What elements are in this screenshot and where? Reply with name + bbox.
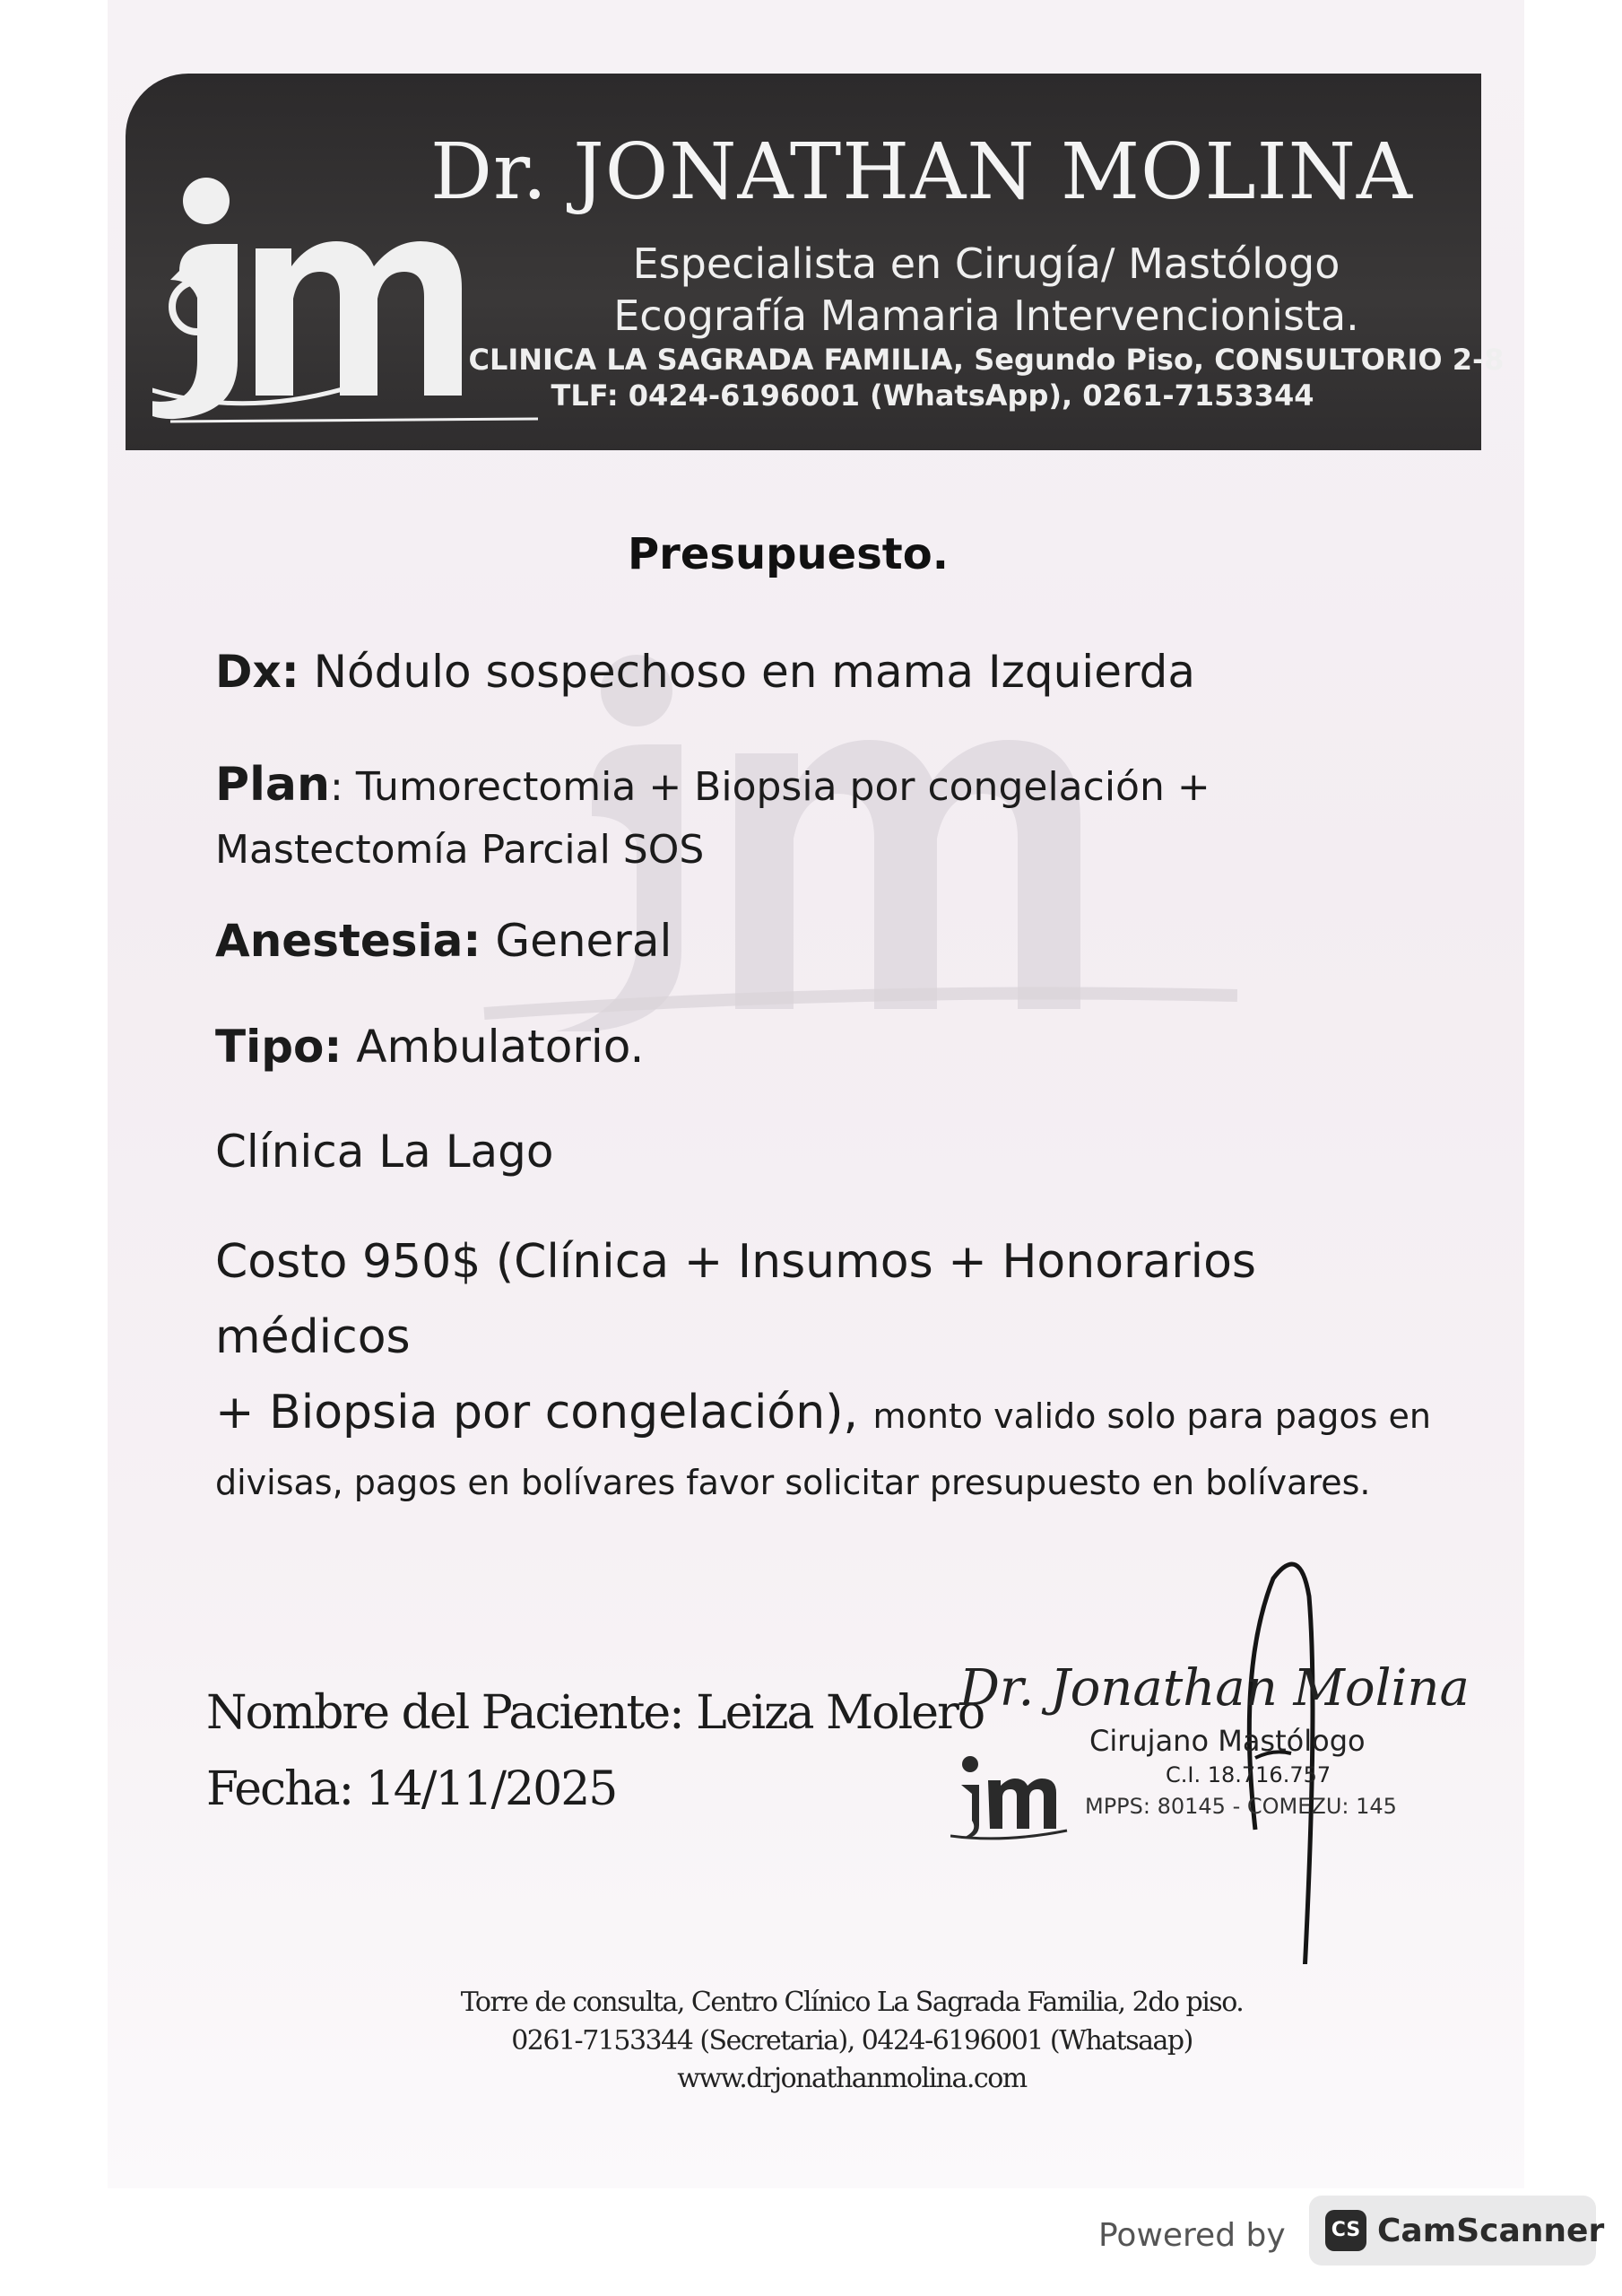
dx-value: Nódulo sospechoso en mama Izquierda xyxy=(313,646,1196,698)
camscanner-icon: CS xyxy=(1325,2210,1366,2251)
powered-by-text: Powered by xyxy=(1098,2217,1286,2254)
plan-value: : Tumorectomia + Biopsia por congelación + Mastectomía Parcial SOS xyxy=(215,764,1210,873)
diagnosis-row xyxy=(215,646,1195,698)
document-date: Fecha: 14/11/2025 xyxy=(206,1762,617,1816)
specialty: Especialista en Cirugía/ Mastólogo xyxy=(632,239,1340,288)
stamp-registry: MPPS: 80145 - COMEZU: 145 xyxy=(1085,1794,1397,1819)
footer-address: Torre de consulta, Centro Clínico La Sagrada Familia, 2do piso. xyxy=(460,1987,1244,2018)
dx-label: Dx: xyxy=(215,646,299,698)
type-value: Ambulatorio. xyxy=(356,1021,645,1073)
document-title: Presupuesto. xyxy=(628,529,949,579)
cost-block xyxy=(215,1224,1462,1511)
patient-name: Nombre del Paciente: Leiza Molero xyxy=(206,1686,984,1740)
subspecialty: Ecografía Mamaria Intervencionista. xyxy=(613,291,1359,340)
anesthesia-label: Anestesia: xyxy=(215,915,481,967)
doctor-name: Dr. JONATHAN MOLINA xyxy=(430,127,1413,217)
cost-line-3: divisas, pagos en bolívares favor solicitar presupuesto en bolívares. xyxy=(215,1463,1371,1502)
footer-website[interactable]: www.drjonathanmolina.com xyxy=(677,2063,1027,2094)
stamp-name: Dr. Jonathan Molina xyxy=(959,1659,1470,1718)
clinic-address: CLINICA LA SAGRADA FAMILIA, Segundo Piso, CONSULTORIO 2-8 xyxy=(468,343,1505,377)
plan-row xyxy=(215,753,1291,882)
footer-phones: 0261-7153344 (Secretaria), 0424-6196001 (Whatsaap) xyxy=(511,2025,1193,2057)
cost-line-2-note: monto valido solo para pagos en xyxy=(872,1396,1431,1436)
stamp-ci: C.I. 18.716.757 xyxy=(1166,1762,1331,1787)
anesthesia-value: General xyxy=(495,915,672,967)
type-label: Tipo: xyxy=(215,1021,343,1073)
camscanner-badge xyxy=(1309,2196,1605,2266)
contact-phone: TLF: 0424-6196001 (WhatsApp), 0261-7153344 xyxy=(551,378,1314,413)
camscanner-brand: CamScanner xyxy=(1377,2213,1605,2249)
clinic-name: Clínica La Lago xyxy=(215,1126,554,1178)
cost-line-2-main: + Biopsia por congelación), xyxy=(215,1386,859,1439)
plan-label: Plan xyxy=(215,758,331,812)
stamp-logo-icon xyxy=(950,1753,1076,1843)
type-row xyxy=(215,1021,644,1073)
cost-line-2 xyxy=(215,1375,1462,1454)
stamp-title: Cirujano Mastólogo xyxy=(1089,1724,1366,1758)
letterhead xyxy=(126,74,1505,450)
cost-line-1: Costo 950$ (Clínica + Insumos + Honorarios médicos xyxy=(215,1235,1256,1364)
anesthesia-row xyxy=(215,915,672,967)
